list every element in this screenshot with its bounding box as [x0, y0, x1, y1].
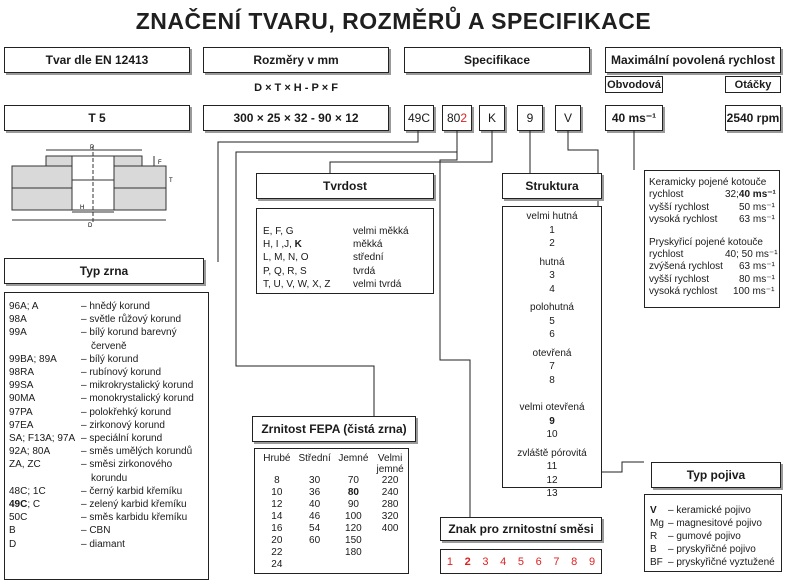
grit-value: 400	[381, 523, 399, 534]
structure-num: 1	[549, 224, 555, 236]
grain-desc: – mikrokrystalický korund	[81, 380, 194, 392]
grain-code: 98A	[9, 314, 27, 326]
drawing-label-p: P	[89, 145, 95, 151]
speed-val: 50 ms⁻¹	[739, 201, 775, 213]
grain-type-row	[9, 445, 208, 458]
resin-row	[649, 286, 779, 298]
grit-header: Střední	[298, 453, 331, 464]
grain-code: 97EA	[9, 419, 34, 431]
grain-desc: – světle růžový korund	[81, 314, 182, 326]
speed-val: 63 ms⁻¹	[739, 214, 775, 226]
grain-desc: – zelený karbid křemíku	[81, 499, 187, 511]
grit-value: 12	[271, 499, 283, 510]
mix-digit: 3	[482, 555, 489, 568]
grit-value: 60	[309, 535, 321, 546]
structure-group-label: velmi otevřená	[519, 402, 585, 413]
grain-desc	[81, 326, 177, 352]
hardness-title: Tvrdost	[322, 179, 367, 193]
grit-value: 100	[345, 511, 362, 522]
grain-desc: – diamant	[81, 538, 125, 550]
grain-type-row	[9, 392, 208, 405]
spec-structure-code: 9	[526, 111, 534, 125]
rpm-label: Otáčky	[734, 78, 772, 91]
bond-code: Mg	[650, 518, 664, 529]
maxspeed-header-label: Maximální povolená rychlost	[610, 53, 776, 67]
grain-type-row	[9, 366, 208, 379]
drawing-label-f: F	[158, 160, 162, 166]
grit-header: Hrubé	[263, 453, 291, 464]
speed-name: rychlost	[649, 249, 684, 261]
speed-panel	[644, 170, 780, 308]
page-title: ZNAČENÍ TVARU, ROZMĚRŮ A SPECIFIKACE	[135, 8, 652, 34]
grain-desc: – polokřehký korund	[81, 406, 172, 418]
grain-desc-line2: korundu	[91, 472, 128, 484]
grit-value-bold: 80	[347, 487, 359, 498]
grain-desc: – monokrystalický korund	[81, 393, 194, 405]
speed-name: vysoká rychlost	[649, 214, 718, 226]
grit-col-medium	[295, 453, 335, 571]
hardness-desc: velmi měkká	[353, 226, 409, 237]
grain-desc: – zirkonový korund	[81, 419, 165, 431]
structure-num: 13	[546, 488, 558, 499]
grain-code: ZA, ZC	[9, 459, 41, 471]
grit-value: 70	[347, 475, 359, 486]
ceramic-row	[649, 189, 779, 201]
structure-num: 4	[549, 283, 555, 295]
grain-type-title: Typ zrna	[79, 264, 129, 278]
grit-title: Zrnitost FEPA (čistá zrna)	[261, 422, 407, 436]
mix-digit: 4	[500, 555, 507, 568]
bond-row	[650, 530, 781, 543]
bond-desc: – gumové pojivo	[668, 531, 741, 542]
structure-num: 12	[546, 474, 558, 486]
grit-value: 10	[271, 487, 283, 498]
drawing-label-t: T	[169, 178, 173, 184]
mix-digit: 6	[535, 555, 542, 568]
grit-table	[259, 453, 408, 571]
grit-value: 54	[309, 523, 321, 534]
bond-code: B	[650, 544, 657, 555]
hardness-row	[263, 265, 433, 278]
hardness-desc: měkká	[353, 239, 383, 251]
grit-header: Velmi jemné	[376, 453, 404, 475]
resin-row	[649, 249, 779, 261]
grit-value: 40	[309, 499, 321, 510]
speed-name: vyšší rychlost	[649, 201, 710, 213]
structure-title: Struktura	[525, 179, 579, 193]
grain-desc-line2: červeně	[91, 340, 127, 352]
hardness-code: L, M, N, O	[263, 252, 309, 264]
grain-type-row	[9, 406, 208, 419]
mix-digit: 8	[571, 555, 578, 568]
grit-value: 90	[347, 499, 359, 510]
structure-num: 3	[549, 270, 555, 281]
grain-code: 98RA	[9, 367, 35, 379]
grit-value: 320	[381, 511, 399, 522]
speed-value: 40 ms⁻¹	[611, 111, 657, 125]
grit-value: 30	[309, 475, 321, 486]
speed-name: zvýšená rychlost	[649, 261, 723, 273]
grain-desc-line1: – bílý korund barevný	[81, 327, 177, 339]
bond-desc: – pryskyřičné pojivo	[668, 544, 756, 555]
structure-group-label: hutná	[539, 256, 565, 268]
grain-type-row	[9, 326, 208, 352]
hardness-desc: velmi tvrdá	[353, 278, 402, 290]
bond-title: Typ pojiva	[686, 468, 746, 482]
bond-row	[650, 543, 781, 556]
grain-type-row	[9, 313, 208, 326]
grain-type-row	[9, 300, 208, 313]
grain-type-row	[9, 458, 208, 484]
bond-desc: – magnesitové pojivo	[668, 518, 762, 529]
bond-code: BF	[650, 557, 663, 568]
grit-value: 16	[271, 523, 283, 534]
grain-code: 90MA	[9, 393, 36, 405]
hardness-code-bold: K	[294, 239, 302, 251]
bond-row	[650, 504, 781, 517]
grain-type-row	[9, 511, 208, 524]
structure-num: 7	[549, 361, 555, 372]
grain-desc: – směs umělých korundů	[81, 446, 193, 458]
grain-type-row	[9, 419, 208, 432]
grit-col-very-fine	[372, 453, 408, 571]
speed-name: vyšší rychlost	[649, 273, 710, 285]
grit-value: 20	[271, 535, 283, 546]
structure-group-label: otevřená	[532, 347, 572, 359]
grain-code: 99A	[9, 327, 27, 339]
grit-col-fine	[335, 453, 373, 571]
grit-value: 46	[309, 511, 321, 522]
grain-desc: – hnědý korund	[81, 301, 150, 312]
hardness-row	[263, 251, 433, 264]
grain-desc: – rubínový korund	[81, 367, 162, 379]
mix-digit: 1	[446, 555, 453, 568]
grain-code	[9, 498, 81, 511]
grit-value: 8	[274, 475, 280, 486]
bond-code: R	[650, 531, 658, 542]
grit-value: 180	[345, 547, 362, 558]
grain-type-panel	[4, 292, 209, 580]
mix-digit-bold: 2	[464, 555, 471, 568]
peripheral-speed-label: Obvodová	[607, 78, 661, 91]
grit-value: 36	[309, 487, 321, 498]
hardness-code: T, U, V, W, X, Z	[263, 278, 331, 290]
bond-title-box	[651, 462, 781, 488]
bond-desc: – pryskyřičné vyztužené	[668, 557, 775, 568]
grit-title-box	[252, 416, 416, 442]
grit-col-coarse	[259, 453, 295, 571]
grain-code: 99BA; 89A	[9, 353, 57, 365]
ceramic-row	[649, 202, 779, 214]
mix-digits-panel	[440, 549, 602, 574]
mix-title: Znak pro zrnitostní směsi	[448, 522, 594, 536]
grain-code: 96A; A	[9, 301, 39, 312]
mix-digit: 9	[588, 555, 596, 568]
grit-value: 220	[381, 475, 399, 486]
bond-desc: – keramické pojivo	[668, 505, 751, 516]
spec-grain-type-code: 49C	[407, 111, 430, 125]
dims-header-label: Rozměry v mm	[253, 53, 339, 67]
drawing-label-d: D	[88, 223, 93, 229]
grit-value: 14	[271, 511, 283, 522]
hardness-code	[263, 238, 353, 251]
grain-type-row	[9, 498, 208, 511]
grain-type-row	[9, 524, 208, 537]
grain-code-rest: ; C	[27, 499, 41, 511]
resin-row	[649, 261, 779, 273]
grit-panel	[254, 448, 409, 574]
grain-code-bold: 49C	[9, 499, 28, 511]
bond-row	[650, 517, 781, 530]
structure-num: 10	[546, 429, 558, 440]
dims-value: 300 × 25 × 32 - 90 × 12	[233, 111, 359, 125]
grain-desc: – speciální korund	[81, 433, 163, 445]
grain-desc: – bílý korund	[81, 353, 139, 365]
grain-code: D	[9, 538, 17, 550]
grit-value: 240	[381, 487, 399, 498]
hardness-desc: střední	[353, 252, 384, 264]
grain-type-row	[9, 432, 208, 445]
structure-num: 6	[549, 329, 555, 340]
structure-group-label: zvláště pórovitá	[517, 447, 587, 459]
structure-num: 11	[546, 461, 558, 472]
hardness-code-pre: H, I ,J,	[263, 239, 295, 251]
bond-panel	[644, 494, 782, 572]
spec-header-label: Specifikace	[463, 53, 531, 67]
grit-value: 150	[345, 535, 362, 546]
grain-desc: – CBN	[81, 525, 111, 537]
spec-grit-prefix: 80	[446, 111, 461, 125]
speed-name: vysoká rychlost	[649, 286, 718, 298]
shape-header-label: Tvar dle EN 12413	[45, 53, 149, 67]
mix-title-box	[440, 517, 602, 541]
grain-code: 97PA	[9, 406, 33, 418]
spec-hardness-code: K	[487, 111, 496, 125]
grain-code: B	[9, 525, 16, 537]
grit-value: 120	[345, 523, 362, 534]
hardness-desc: tvrdá	[353, 265, 376, 277]
grit-value: 24	[271, 559, 283, 570]
spec-bond-code: V	[563, 111, 572, 125]
rpm-value: 2540 rpm	[726, 111, 780, 125]
grain-code: 50C	[9, 512, 28, 524]
hardness-row	[263, 238, 433, 251]
ceramic-title: Keramicky pojené kotouče	[649, 177, 767, 188]
ceramic-row	[649, 214, 779, 226]
grain-type-title-box	[4, 258, 204, 284]
speed-val: 100 ms⁻¹	[733, 286, 775, 298]
structure-group-label: polohutná	[530, 302, 574, 313]
resin-title: Pryskyřicí pojené kotouče	[649, 236, 763, 248]
speed-val: 40; 50 ms⁻¹	[725, 249, 778, 261]
speed-val: 63 ms⁻¹	[739, 261, 775, 273]
speed-val: 32;	[725, 189, 739, 201]
speed-name: rychlost	[649, 189, 684, 201]
wheel-cross-section-drawing	[8, 142, 178, 234]
dims-formula: D × T × H - P × F	[254, 82, 338, 94]
grain-type-row	[9, 538, 208, 551]
resin-row	[649, 274, 779, 286]
shape-value: T 5	[88, 111, 106, 125]
drawing-label-h: H	[80, 205, 85, 211]
grain-code: SA; F13A; 97A	[9, 433, 76, 445]
grit-value: 22	[271, 547, 283, 558]
grain-type-row	[9, 485, 208, 498]
speed-val: 80 ms⁻¹	[739, 273, 775, 285]
hardness-code: E, F, G	[263, 226, 294, 237]
grain-type-row	[9, 353, 208, 366]
structure-num: 2	[549, 238, 555, 249]
grain-desc-line1: – směsi zirkonového	[81, 459, 173, 471]
structure-num: 8	[549, 374, 555, 386]
structure-group-label: velmi hutná	[526, 211, 578, 222]
hardness-title-box	[256, 173, 434, 199]
bond-row	[650, 556, 781, 569]
grain-code: 48C; 1C	[9, 485, 46, 497]
speed-val-bold: 40 ms⁻¹	[738, 189, 776, 201]
spec-grit-suffix: 2	[460, 111, 468, 125]
mix-digit: 7	[553, 555, 560, 568]
mix-digit: 5	[517, 555, 524, 568]
grain-code: 92A; 80A	[9, 446, 51, 458]
hardness-code: P, Q, R, S	[263, 265, 307, 277]
grain-desc: – směs karbidu křemíku	[81, 512, 188, 524]
hardness-row	[263, 278, 433, 291]
hardness-panel	[256, 208, 434, 294]
bond-code: V	[650, 505, 657, 516]
grain-desc: – černý karbid křemíku	[81, 485, 183, 497]
grain-code: 99SA	[9, 380, 34, 392]
structure-num: 5	[549, 315, 555, 327]
structure-panel	[502, 206, 602, 499]
grit-header: Jemné	[338, 453, 369, 464]
hardness-row	[263, 225, 433, 238]
grain-desc	[81, 458, 172, 484]
grit-value: 280	[381, 499, 399, 510]
grain-type-row	[9, 379, 208, 392]
structure-num: 9	[549, 415, 555, 427]
structure-title-box	[502, 173, 602, 199]
